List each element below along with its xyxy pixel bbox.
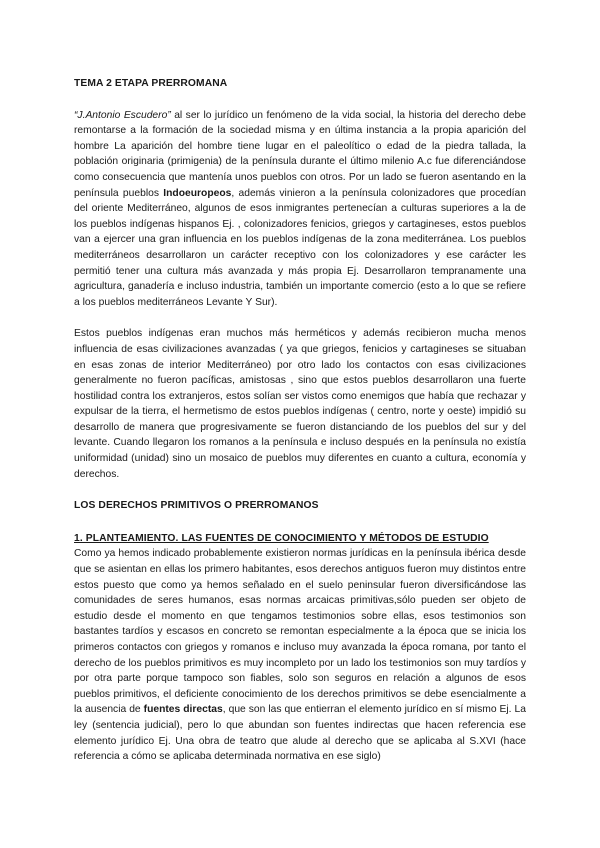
paragraph-sources-text-b: , que son las que entierran el elemento jurídico en sí mismo Ej. La ley (sentencia judicial), pero lo que abundan son fuentes indirectas que hacen referencia ese elemento jurídico Ej. Una obra de teatro que alude al derecho que se aplicaba al S.XVI (hace referencia a cómo se aplicaba determinada normativa en ese siglo) bbox=[74, 704, 526, 763]
page-title: TEMA 2 ETAPA PRERROMANA bbox=[74, 78, 228, 89]
section-title: LOS DERECHOS PRIMITIVOS O PRERROMANOS bbox=[74, 500, 319, 512]
paragraph-sources-text-a: Como ya hemos indicado probablemente existieron normas jurídicas en la península ibérica desde que se asientan en ellas los primero habitantes, esos derechos antiguos fueron muy distintos entre estos puesto que como ya hemos señalado en el suelo peninsular fueron diversificándose las comunidades de seres humanos, esas normas arcaicas primitivas,sólo pueden ser objeto de estudio desde el momento en que tengamos testimonios sobre ellas, esos testimonios son bastantes tardíos y escasos en concreto se remontan especialmente a la época que se inicia los primeros contactos con griegos y romanos e incluso muy avanzada la época romana, por tanto el derecho de los pueblos primitivos es muy incompleto por un lado los testimonios son muy tardíos y por otra parte porque tampoco son fiables, solo son seguros en relación a algunos de esos pueblos primitivos, el deficiente conocimiento de los derechos primitivos se debe esencialmente a la ausencia de bbox=[74, 548, 526, 716]
paragraph-intro bbox=[74, 108, 526, 311]
document-body bbox=[74, 76, 526, 765]
term-fuentes-directas: fuentes directas bbox=[143, 704, 223, 716]
term-indoeuropeos: Indoeuropeos bbox=[163, 187, 232, 199]
paragraph-sources bbox=[74, 546, 526, 764]
paragraph-intro-text-a: al ser lo jurídico un fenómeno de la vida social, la historia del derecho debe remontarse a la formación de la sociedad misma y en última instancia a la propia aparición del hombre La aparición del hombre tiene lugar en el paleolítico o edad de la piedra tallada, la población originaria (primigenia) de la península durante el último milenio A.c fue diferenciándose como consecuencia que mantenía unos pueblos con otros. Por un lado se fueron asentando en la península pueblos bbox=[74, 109, 526, 199]
subsection-title: 1. PLANTEAMIENTO. LAS FUENTES DE CONOCIMIENTO Y MÉTODOS DE ESTUDIO bbox=[74, 532, 489, 544]
author-citation: “J.Antonio Escudero” bbox=[74, 109, 171, 121]
paragraph-intro-text-b: , además vinieron a la península colonizadores que procedían del oriente Mediterráneo, algunos de esos inmigrantes pertenecían a culturas superiores a la de los pueblos indígenas hispanos Ej. , colonizadores fenicios, griegos y cartagineses, estos pueblos van a ejercer una gran influencia en los pueblos indígenas de la zona mediterránea. Los pueblos mediterráneos desarrollaron un carácter receptivo con los colonizadores y ese carácter les permitió tener una cultura más avanzada y más propia Ej. Desarrollaron tempranamente una agricultura, ganadería e incluso industria, también un importante comercio (esto a lo que se refiere a los pueblos mediterráneos Levante Y Sur). bbox=[74, 187, 526, 308]
paragraph-indigenous: Estos pueblos indígenas eran muchos más herméticos y además recibieron mucha menos influencia de esas civilizaciones avanzadas ( ya que griegos, fenicios y cartagineses se situaban en esas zonas de interior Mediterráneo) por otro lado los contactos con esas civilizaciones generalmente no fueron pacíficas, amistosas , sino que estos pueblos desarrollaron una fuerte hostilidad contra los extranjeros, estos solían ser vistos como enemigos que había que rechazar y expulsar de la tierra, el hermetismo de estos pueblos indígenas ( centro, norte y oeste) impidió su desarrollo de manera que progresivamente se fueron distanciando de los pueblos del sur y del levante. Cuando llegaron los romanos a la península e incluso después en la península no existía uniformidad (unidad) sino un mosaico de pueblos muy diferentes en cuanto a cultura, economía y derechos. bbox=[74, 328, 526, 480]
